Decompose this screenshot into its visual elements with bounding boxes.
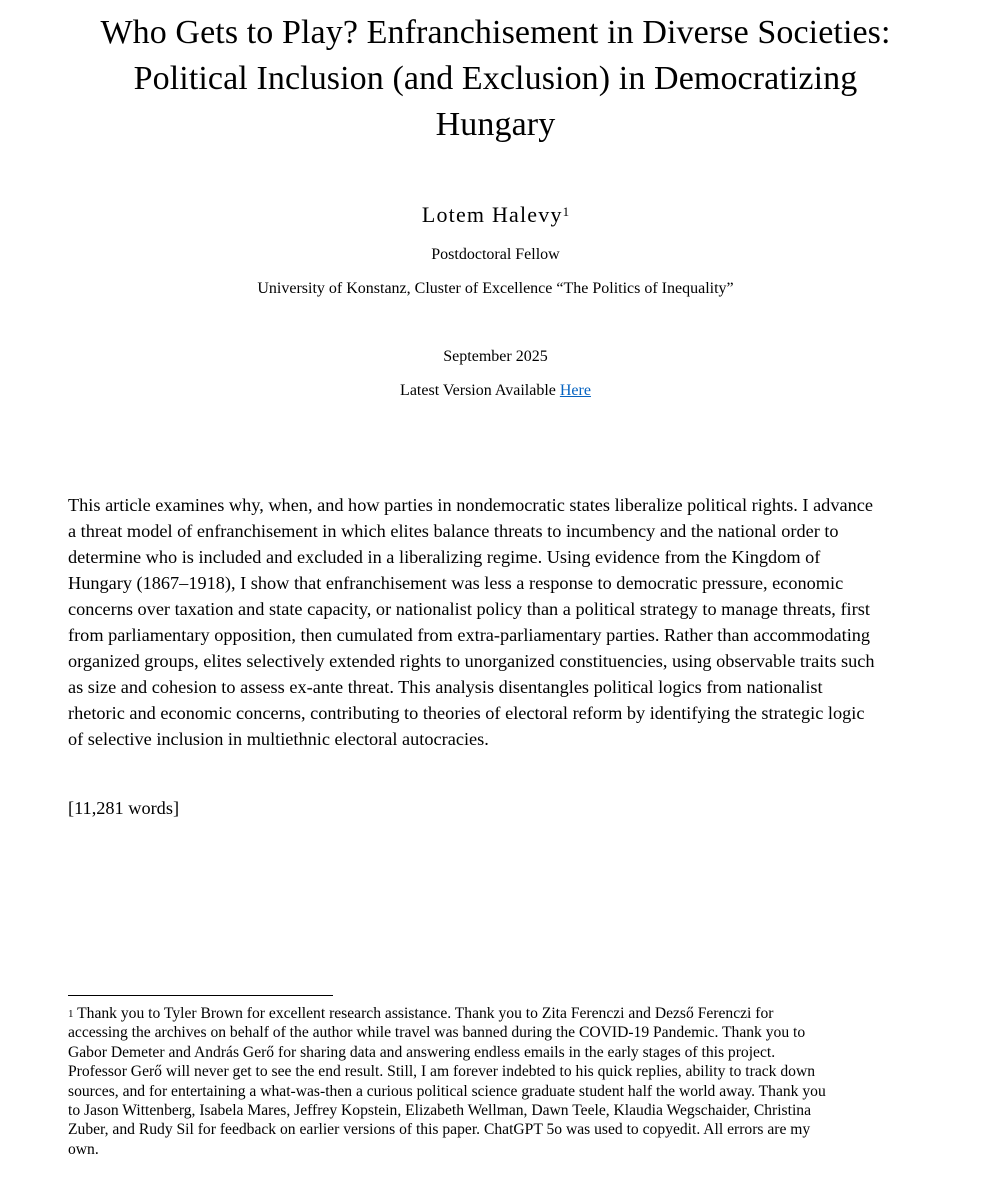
footnote-line: Zuber, and Rudy Sil for feedback on earlier versions of this paper. ChatGPT 5o was used to copyedit. All errors are my <box>68 1121 811 1139</box>
latest-version-link[interactable]: Here <box>559 382 591 399</box>
footnote-line: own. <box>68 1140 99 1158</box>
abstract-line: determine who is included and excluded in a liberalizing regime. Using evidence from the Kingdom of <box>68 547 821 567</box>
title-line-2: Political Inclusion (and Exclusion) in Democratizing <box>133 60 858 97</box>
abstract-line: of selective inclusion in multiethnic electoral autocracies. <box>68 729 489 749</box>
author-footnote-mark: 1 <box>562 204 570 219</box>
footnote-line: Gabor Demeter and András Gerő for sharing data and answering endless emails in the early stages of this project. <box>68 1043 776 1061</box>
footnote-line: sources, and for entertaining a what-was-then a curious political science graduate student half the world away. Thank you <box>68 1082 826 1100</box>
author-name: Lotem Halevy <box>421 202 563 227</box>
abstract-line: This article examines why, when, and how parties in nondemocratic states liberalize political rights. I advance <box>68 495 873 515</box>
title-line-3: Hungary <box>435 106 556 143</box>
latest-version-label: Latest Version Available <box>400 382 560 399</box>
footnote-line: Professor Gerő will never get to see the end result. Still, I am forever indebted to his quick replies, ability to track down <box>68 1063 816 1081</box>
footnote-line: to Jason Wittenberg, Isabela Mares, Jeffrey Kopstein, Elizabeth Wellman, Dawn Teele, Klaudia Wegschaider, Christina <box>68 1102 811 1120</box>
abstract-line: concerns over taxation and state capacity, or nationalist policy than a political strategy to manage threats, first <box>68 599 870 619</box>
abstract-line: as size and cohesion to assess ex-ante threat. This analysis disentangles political logics from nationalist <box>68 677 823 697</box>
paper-title <box>40 10 951 148</box>
footnote-mark: 1 <box>68 1008 74 1020</box>
abstract-line: Hungary (1867–1918), I show that enfranchisement was less a response to democratic pressure, economic <box>68 573 844 593</box>
abstract-line: rhetoric and economic concerns, contributing to theories of electoral reform by identifying the strategic logic <box>68 703 865 723</box>
paper-date: September 2025 <box>443 348 548 365</box>
abstract <box>68 492 936 752</box>
abstract-line: organized groups, elites selectively extended rights to unorganized constituencies, using observable traits such <box>68 651 875 671</box>
latest-version-line <box>0 380 991 402</box>
footnote-line: accessing the archives on behalf of the author while travel was banned during the COVID-19 Pandemic. Thank you to <box>68 1024 806 1042</box>
abstract-line: from parliamentary opposition, then cumulated from extra-parliamentary parties. Rather than accommodating <box>68 625 871 645</box>
abstract-line: a threat model of enfranchisement in which elites balance threats to incumbency and the national order to <box>68 521 839 541</box>
title-line-1: Who Gets to Play? Enfranchisement in Diverse Societies: <box>100 14 891 51</box>
author-line <box>0 200 991 230</box>
author-position: Postdoctoral Fellow <box>431 246 560 263</box>
author-affiliation: University of Konstanz, Cluster of Excellence “The Politics of Inequality” <box>257 280 734 297</box>
footnote-line-text: Thank you to Tyler Brown for excellent research assistance. Thank you to Zita Ferenczi and Dezső Ferenczi for <box>73 1005 774 1022</box>
word-count: [11,281 words] <box>68 798 180 818</box>
footnote <box>68 1004 938 1159</box>
footnote-line <box>68 1004 938 1023</box>
footnote-divider <box>68 995 333 996</box>
